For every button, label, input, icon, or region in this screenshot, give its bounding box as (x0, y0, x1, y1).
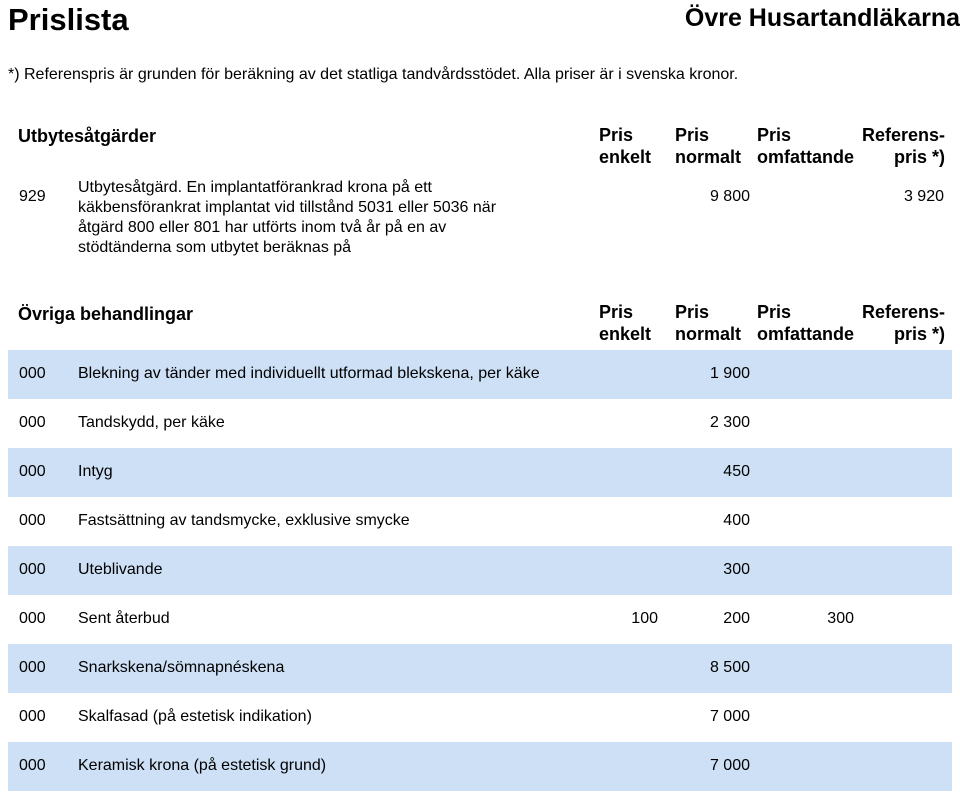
treatment-code: 000 (19, 757, 46, 774)
price-normalt: 7 000 (709, 757, 750, 774)
column-header-pris-enkelt: Pris enkelt (599, 125, 652, 167)
column-header-pris-omfattande: Pris omfattande (757, 302, 855, 344)
treatment-code: 000 (19, 708, 46, 725)
column-header-pris-enkelt: Pris enkelt (599, 302, 652, 344)
treatment-description: Intyg (78, 463, 113, 480)
treatment-description: Skalfasad (på estetisk indikation) (78, 708, 312, 725)
price-normalt: 9 800 (709, 188, 750, 205)
section-title-ovriga-behandlingar: Övriga behandlingar (18, 304, 194, 324)
price-normalt: 1 900 (709, 365, 750, 382)
price-table-ovriga (8, 350, 952, 791)
treatment-description: Fastsättning av tandsmycke, exklusive smycke (78, 512, 410, 529)
price-normalt: 8 500 (709, 659, 750, 676)
treatment-description: Utbytesåtgärd. En implantatförankrad krona på ett käkbensförankrat implantat vid tillstånd 5031 eller 5036 när åtgärd 800 eller 801 har utförts inom två år på en av stödtänderna som utbytet beräknas på (78, 179, 497, 256)
treatment-description: Blekning av tänder med individuellt utformad blekskena, per käke (78, 365, 540, 382)
treatment-description: Tandskydd, per käke (78, 414, 225, 431)
price-omfattande: 300 (827, 610, 854, 627)
price-normalt: 7 000 (709, 708, 750, 725)
price-enkelt: 100 (631, 610, 658, 627)
table-row (8, 644, 952, 693)
price-normalt: 200 (723, 610, 750, 627)
treatment-code: 000 (19, 463, 46, 480)
treatment-code: 000 (19, 659, 46, 676)
column-header-pris-omfattande: Pris omfattande (757, 125, 855, 167)
column-header-referenspris: Referens- pris *) (861, 125, 945, 167)
treatment-description: Snarkskena/sömnapnéskena (78, 659, 285, 676)
table-row (8, 595, 952, 644)
table-row (0, 178, 960, 262)
table-row (8, 693, 952, 742)
table-row (8, 448, 952, 497)
price-normalt: 300 (723, 561, 750, 578)
section-title-utbytesatgarder: Utbytesåtgärder (18, 126, 157, 146)
treatment-description: Uteblivande (78, 561, 163, 578)
page-title: Prislista (8, 2, 129, 37)
treatment-code: 000 (19, 414, 46, 431)
treatment-code: 929 (19, 188, 46, 205)
treatment-description: Sent återbud (78, 610, 170, 627)
clinic-name: Övre Husartandläkarna (684, 4, 960, 32)
reference-price-note: *) Referenspris är grunden för beräkning av det statliga tandvårdsstödet. Alla priser är i svenska kronor. (8, 66, 739, 83)
table-row (8, 399, 952, 448)
treatment-description: Keramisk krona (på estetisk grund) (78, 757, 327, 774)
column-header-pris-normalt: Pris normalt (675, 302, 742, 344)
price-normalt: 400 (723, 512, 750, 529)
reference-price: 3 920 (903, 188, 944, 205)
treatment-code: 000 (19, 610, 46, 627)
treatment-code: 000 (19, 365, 46, 382)
treatment-code: 000 (19, 512, 46, 529)
column-header-referenspris: Referens- pris *) (861, 302, 945, 344)
price-normalt: 2 300 (709, 414, 750, 431)
table-row (8, 546, 952, 595)
table-row (8, 742, 952, 791)
price-normalt: 450 (723, 463, 750, 480)
table-row (8, 350, 952, 399)
table-row (8, 497, 952, 546)
treatment-code: 000 (19, 561, 46, 578)
column-header-pris-normalt: Pris normalt (675, 125, 742, 167)
